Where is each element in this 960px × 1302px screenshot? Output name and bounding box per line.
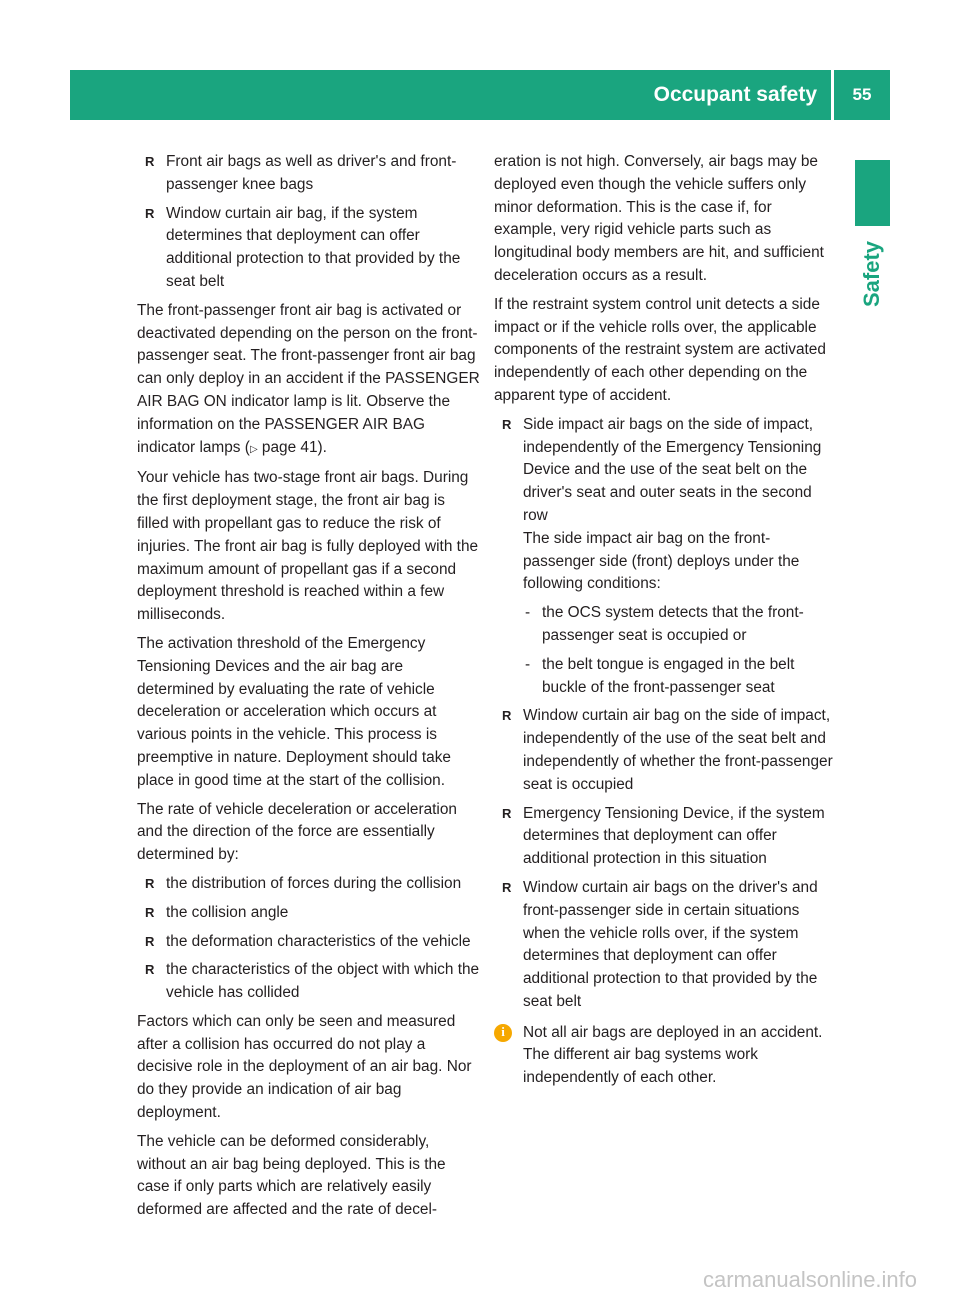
bullet-marker: R <box>502 708 512 724</box>
paragraph-text: The front-passenger front air bag is activated or deactivated depending on the person on the front-passenger seat. The front-passenger front air bag can only deploy in an accident if the PASSENGER AIR BAG ON indicator lamp is lit. Observe the information on the PASSENGER AIR BAG indicator lamps <box>137 301 480 456</box>
bullet-marker: R <box>145 933 155 949</box>
bullet-marker: R <box>145 154 155 169</box>
list-item <box>137 902 480 925</box>
bullet-marker: R <box>502 416 512 432</box>
list-item-subtext: The side impact air bag on the front-passenger side (front) deploys under the following conditions: <box>523 529 800 593</box>
section-title: Occupant safety <box>653 83 817 106</box>
bullet-marker: R <box>502 805 512 821</box>
chapter-tab-label <box>842 238 902 310</box>
chapter-tab-marker <box>855 160 890 226</box>
bullet-marker: R <box>145 875 155 891</box>
bullet-marker: R <box>502 879 512 895</box>
sub-list-item-text: the belt tongue is engaged in the belt buckle of the front-passenger seat <box>542 655 795 696</box>
list-item-text: Window curtain air bag, if the system determines that deployment can offer additional protection to that provided by the seat belt <box>166 204 461 290</box>
paragraph: The vehicle can be deformed considerably, without an air bag being deployed. This is the case if only parts which are relatively easily deformed are affected and the rate of decel- <box>137 1132 446 1219</box>
info-note-text: Not all air bags are deployed in an accident. The different air bag systems work independently of each other. <box>523 1023 823 1087</box>
list-item <box>137 931 480 954</box>
dash-marker: - <box>525 655 531 673</box>
sub-list-item <box>523 602 837 648</box>
paragraph: Your vehicle has two-stage front air bags. During the first deployment stage, the front air bag is filled with propellant gas to reduce the risk of injuries. The front air bag is fully deployed with the maximum amount of propellant gas if a second deployment threshold is reached within a few milliseconds. <box>137 469 479 624</box>
list-item <box>494 414 837 700</box>
list-item-text: Window curtain air bags on the driver's and front-passenger side in certain situations when the vehicle rolls over, if the system determines that deployment can offer additional protection to that provided by the seat belt <box>523 878 818 1010</box>
dash-marker: - <box>525 604 531 622</box>
list-item-text: the collision angle <box>166 903 289 921</box>
bullet-marker: R <box>145 962 155 978</box>
info-note <box>494 1022 837 1090</box>
list-item-text: Side impact air bags on the side of impact, independently of the Emergency Tensioning Device and the use of the seat belt on the driver's seat and outer seats in the second row <box>523 415 822 524</box>
list-item <box>494 705 837 796</box>
page-reference[interactable] <box>245 439 327 456</box>
footer-watermark: carmanualsonline.info <box>703 1267 918 1292</box>
list-item <box>137 203 480 294</box>
left-column <box>137 151 480 1228</box>
list-item <box>137 959 480 1005</box>
paragraph: The activation threshold of the Emergency Tensioning Devices and the air bag are determined by evaluating the rate of vehicle deceleration or acceleration which occurs at various points in the vehicle. This process is preemptive in nature. Deployment should take place in good time at the start of the collision. <box>137 634 451 789</box>
paragraph <box>137 300 480 462</box>
list-item <box>494 803 837 871</box>
paragraph: The rate of vehicle deceleration or acceleration and the direction of the force are essentially determined by: <box>137 800 457 864</box>
chapter-label-text: Safety <box>859 240 885 308</box>
ref-text: page 41). <box>257 438 327 456</box>
list-item-text: the characteristics of the object with which the vehicle has collided <box>166 961 480 1002</box>
right-column <box>494 151 837 1090</box>
list-item-text: Emergency Tensioning Device, if the system determines that deployment can offer additional protection in this situation <box>523 804 825 868</box>
sub-list-item-text: the OCS system detects that the front-passenger seat is occupied or <box>542 604 804 644</box>
page-number: 55 <box>852 85 872 104</box>
list-item-text: Window curtain air bag on the side of impact, independently of the use of the seat belt and independently of whether the front-passenger seat is occupied <box>523 707 833 793</box>
list-item-text: the distribution of forces during the collision <box>166 874 462 892</box>
page-header <box>70 70 890 120</box>
ref-open: ( <box>244 438 250 456</box>
list-item <box>494 877 837 1014</box>
sub-list-item <box>523 654 837 700</box>
list-item-text: Front air bags as well as driver's and front-passenger knee bags <box>166 153 457 193</box>
arrow-right-icon: ▷ <box>249 443 258 455</box>
paragraph: If the restraint system control unit detects a side impact or if the vehicle rolls over, the applicable components of the restraint system are activated independently of each other depending on the apparent type of accident. <box>494 295 826 404</box>
list-item-text: the deformation characteristics of the vehicle <box>166 932 471 950</box>
info-icon: i <box>494 1024 512 1042</box>
bullet-marker: R <box>145 904 155 920</box>
bullet-marker: R <box>145 205 155 221</box>
list-item <box>137 151 480 197</box>
paragraph: Factors which can only be seen and measured after a collision has occurred do not play a decisive role in the deployment of an air bag. Nor do they provide an indication of air bag deployment. <box>137 1012 472 1122</box>
paragraph: eration is not high. Conversely, air bags may be deployed even though the vehicle suffers only minor deformation. This is the case if, for example, very rigid vehicle parts such as longitudinal body members are hit, and sufficient deceleration occurs as a result. <box>494 153 824 284</box>
list-item <box>137 873 480 896</box>
